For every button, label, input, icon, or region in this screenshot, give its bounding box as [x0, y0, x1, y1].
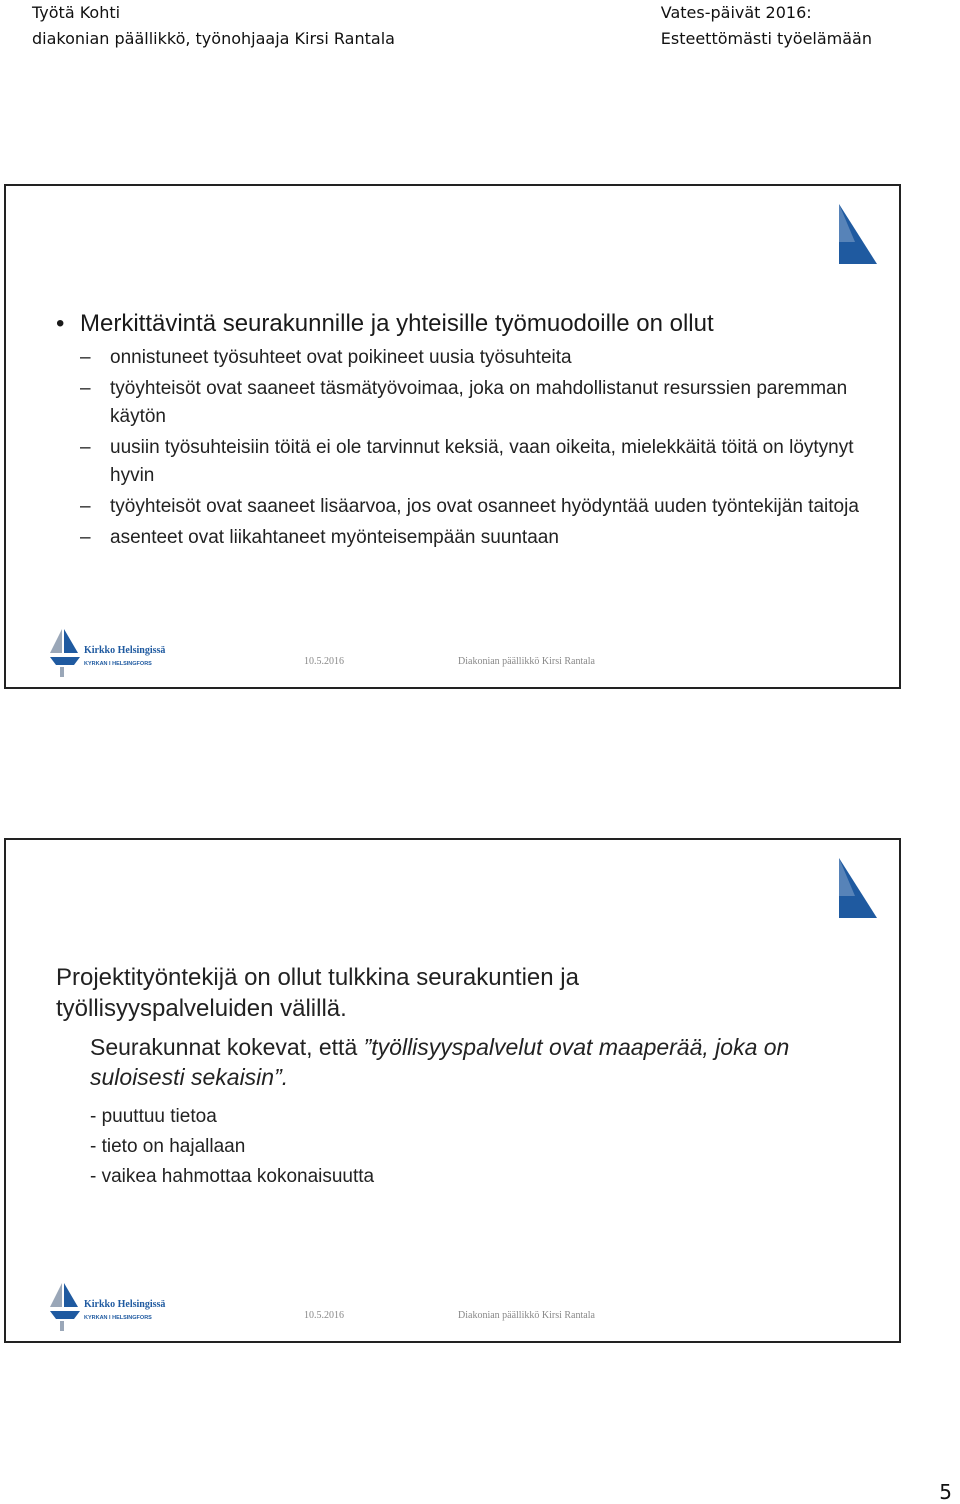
sub-bullet: – työyhteisöt ovat saaneet lisäarvoa, jos ovat osanneet hyödyntää uuden työntekijän taitoja [88, 493, 868, 521]
list-item: - vaikea hahmottaa kokonaisuutta [90, 1166, 375, 1187]
logo-name-text: Kirkko Helsingissä [84, 645, 166, 656]
header-left-line2: diakonian päällikkö, työnohjaaja Kirsi Rantala [32, 29, 395, 48]
header-right [661, 0, 872, 52]
slide-1 [4, 184, 901, 689]
kirkko-helsingissa-logo [48, 627, 198, 679]
slide-2-quote: ”työllisyyspalvelut ovat maaperää, joka on suloisesti sekaisin”. [90, 1034, 790, 1090]
slide-2-title: Projektityöntekijä on ollut tulkkina seurakuntien ja työllisyyspalveluiden välillä. [56, 964, 579, 1022]
footer-author: Diakonian päällikkö Kirsi Rantala [458, 656, 595, 667]
main-bullet [56, 310, 714, 338]
footer-author: Diakonian päällikkö Kirsi Rantala [458, 1310, 595, 1321]
bullet-dot-icon: • [56, 310, 65, 337]
kirkko-helsingissa-logo [48, 1281, 198, 1333]
header-left-line1: Työtä Kohti [32, 3, 121, 22]
corner-sail-logo-icon [835, 202, 879, 266]
logo-subline-text: KYRKAN I HELSINGFORS [84, 661, 152, 667]
header-left [32, 0, 395, 52]
list-item: - tieto on hajallaan [90, 1136, 246, 1157]
sub-bullet: – onnistuneet työsuhteet ovat poikineet uusia työsuhteita [88, 344, 868, 372]
slide-2 [4, 838, 901, 1343]
slide-2-list [90, 1102, 374, 1192]
header-right-line2: Esteettömästi työelämään [660, 29, 872, 48]
corner-sail-logo-icon [835, 856, 879, 920]
sub-bullet-list [88, 344, 868, 555]
header-right-line1: Vates-päivät 2016: [660, 3, 812, 22]
footer-date: 10.5.2016 [304, 1310, 344, 1321]
page-number: 5 [939, 1480, 952, 1504]
footer-date: 10.5.2016 [304, 656, 344, 667]
logo-name-text: Kirkko Helsingissä [84, 1299, 166, 1310]
sub-bullet: – uusiin työsuhteisiin töitä ei ole tarvinnut keksiä, vaan oikeita, mielekkäitä töitä on löytynyt hyvin [88, 434, 868, 490]
list-item: - puuttuu tietoa [90, 1106, 217, 1127]
sub-bullet: – asenteet ovat liikahtaneet myönteisempään suuntaan [88, 524, 868, 552]
slide-2-lead: Seurakunnat kokevat, että [90, 1034, 364, 1060]
slide-2-body [90, 1032, 870, 1092]
logo-subline-text: KYRKAN I HELSINGFORS [84, 1315, 152, 1321]
sub-bullet: – työyhteisöt ovat saaneet täsmätyövoimaa, joka on mahdollistanut resurssien paremman käytön [88, 375, 868, 431]
main-bullet-text: Merkittävintä seurakunnille ja yhteisille työmuodoille on ollut [80, 310, 714, 337]
